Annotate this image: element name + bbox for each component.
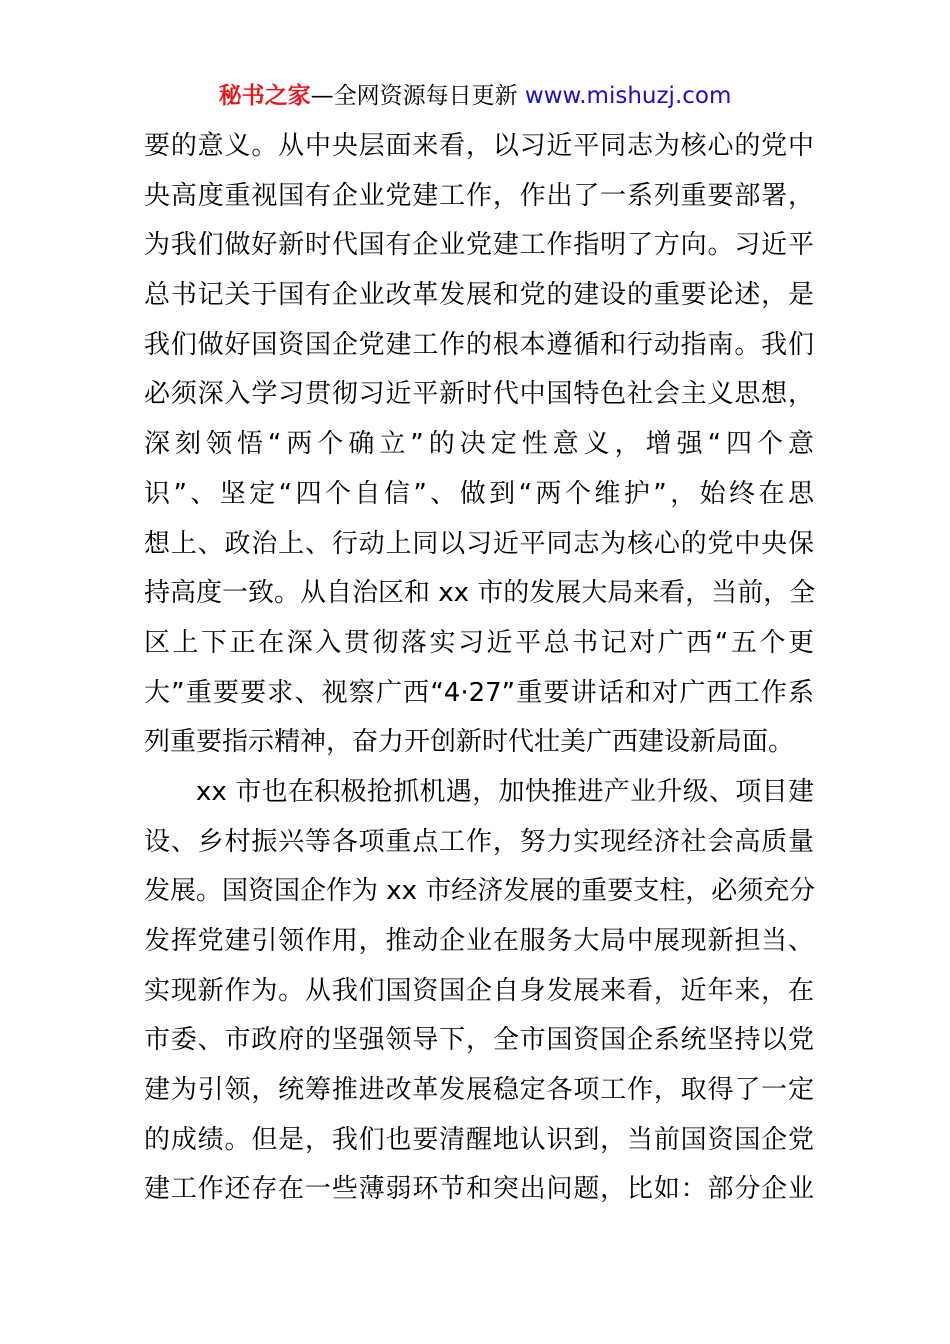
text-line: 建为引领，统筹推进改革发展稳定各项工作，取得了一定 [144,1075,814,1106]
text-line: 区上下正在深入贯彻落实习近平总书记对广西“五个更 [144,627,814,658]
text-line: 发展。国资国企作为 xx 市经济发展的重要支柱，必须充分 [144,876,816,907]
text-line: 为我们做好新时代国有企业党建工作指明了方向。习近平 [144,230,814,261]
text-line: 列重要指示精神，奋力开创新时代壮美广西建设新局面。 [144,727,795,758]
text-line: 市委、市政府的坚强领导下，全市国资国企系统坚持以党 [144,1025,814,1056]
document-body [144,122,814,1215]
header-brand: 秘书之家 [218,83,311,109]
text-line: 要的意义。从中央层面来看，以习近平同志为核心的党中 [144,131,814,161]
text-line: 深刻领悟“两个确立”的决定性意义，增强“四个意 [144,429,814,460]
header-tagline: —全网资源每日更新 [310,83,525,109]
text-line: 我们做好国资国企党建工作的根本遵循和行动指南。我们 [144,329,814,360]
text-line: 建工作还存在一些薄弱环节和突出问题，比如：部分企业 [144,1174,814,1205]
text-line: 的成绩。但是，我们也要清醒地认识到，当前国资国企党 [144,1124,814,1155]
text-line: 持高度一致。从自治区和 xx 市的发展大局来看，当前，全 [144,578,816,609]
text-line: xx 市也在积极抢抓机遇，加快推进产业升级、项目建 [196,776,814,807]
text-line: 实现新作为。从我们国资国企自身发展来看，近年来，在 [144,975,814,1006]
text-line: 发挥党建引领作用，推动企业在服务大局中展现新担当、 [144,926,814,956]
text-line: 总书记关于国有企业改革发展和党的建设的重要论述，是 [144,280,814,311]
text-line: 央高度重视国有企业党建工作，作出了一系列重要部署， [144,180,814,211]
page-header [0,80,950,112]
text-line: 必须深入学习贯彻习近平新时代中国特色社会主义思想， [144,379,814,410]
text-line: 设、乡村振兴等各项重点工作，努力实现经济社会高质量 [144,826,814,857]
text-line: 想上、政治上、行动上同以习近平同志为核心的党中央保 [144,528,814,559]
header-url-link[interactable]: www.mishuzj.com [524,83,732,109]
text-line: 大”重要要求、视察广西“4·27”重要讲话和对广西工作系 [144,677,814,708]
text-line: 识”、坚定“四个自信”、做到“两个维护”，始终在思 [144,478,814,509]
